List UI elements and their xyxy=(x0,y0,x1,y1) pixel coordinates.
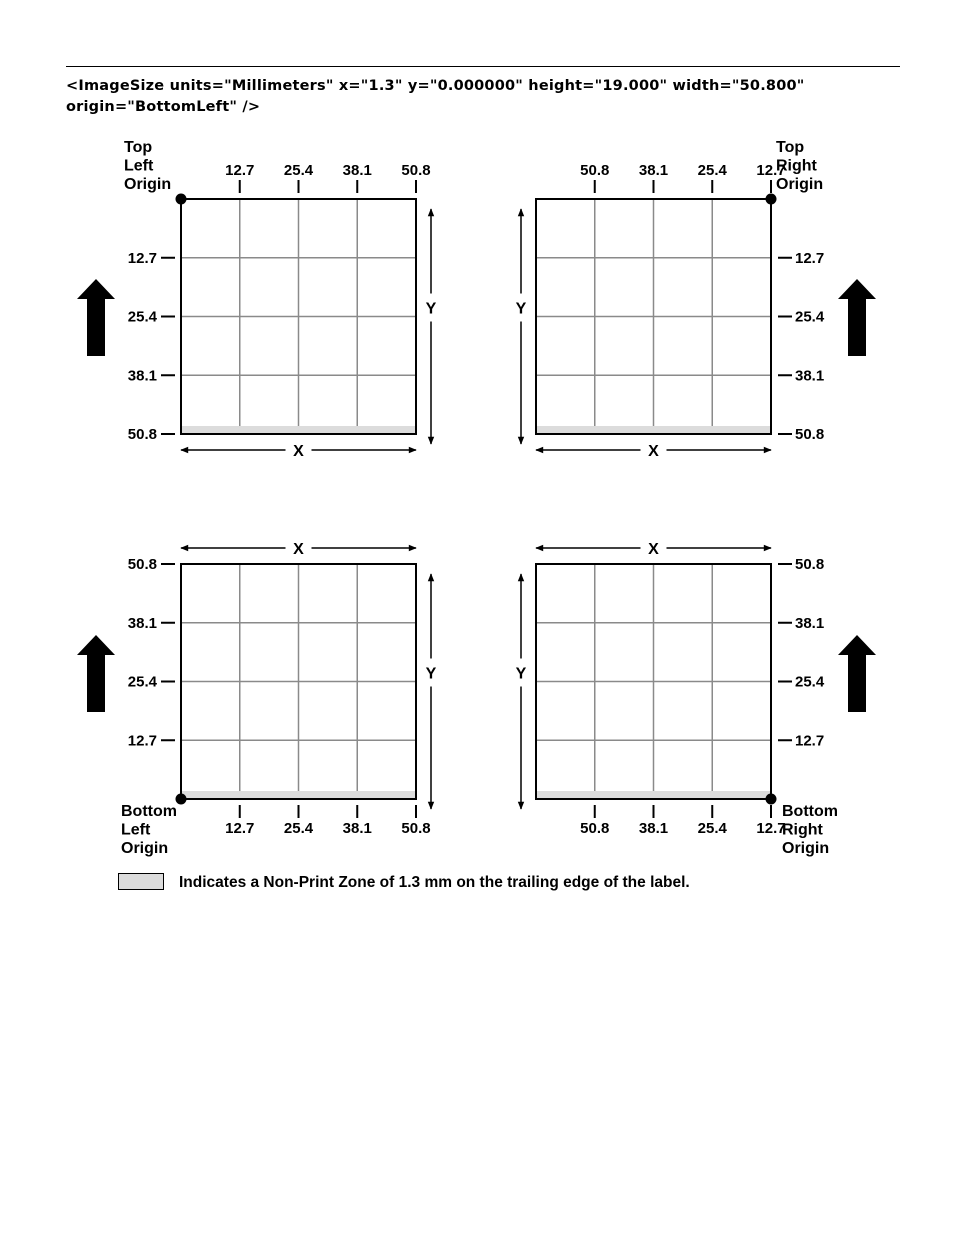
x-tick-label: 25.4 xyxy=(697,162,727,179)
y-tick-label: 38.1 xyxy=(795,367,825,385)
y-tick-label: 12.7 xyxy=(795,249,825,267)
panel-top-left xyxy=(77,139,437,460)
origin-label: Origin xyxy=(776,176,824,193)
origin-label: Origin xyxy=(782,840,830,857)
origin-label: Bottom xyxy=(782,803,838,820)
x-tick-label: 12.7 xyxy=(225,162,255,179)
x-tick-label: 12.7 xyxy=(756,820,786,837)
x-tick-label: 50.8 xyxy=(580,162,610,179)
code-line-1: <ImageSize units="Millimeters" x="1.3" y="0.000000" height="19.000" width="50.800" xyxy=(66,78,805,94)
x-tick-label: 50.8 xyxy=(401,820,431,837)
panel-bottom-left xyxy=(77,541,437,857)
y-tick-label: 12.7 xyxy=(795,732,825,750)
y-axis-label: Y xyxy=(425,665,437,683)
origin-label: Top xyxy=(776,139,805,156)
non-print-zone xyxy=(182,791,415,798)
origin-label: Right xyxy=(782,821,823,839)
x-axis-label: X xyxy=(648,443,659,460)
code-line-2: origin="BottomLeft" /> xyxy=(66,99,261,115)
origin-label: Left xyxy=(121,821,151,839)
x-tick-label: 25.4 xyxy=(283,162,314,179)
origin-dot xyxy=(766,794,777,805)
x-tick-label: 50.8 xyxy=(401,162,431,179)
x-tick-label: 38.1 xyxy=(342,820,372,837)
y-axis-label: Y xyxy=(425,300,437,318)
x-axis-label: X xyxy=(293,443,304,460)
x-axis-label: X xyxy=(648,541,659,558)
x-axis-label: X xyxy=(293,541,304,558)
non-print-zone xyxy=(182,426,415,433)
non-print-zone xyxy=(537,791,770,798)
x-tick-label: 38.1 xyxy=(638,162,669,179)
y-tick-label: 25.4 xyxy=(795,673,825,691)
origin-label: Top xyxy=(124,139,153,156)
y-tick-label: 50.8 xyxy=(127,556,157,573)
y-tick-label: 50.8 xyxy=(795,426,825,443)
y-tick-label: 38.1 xyxy=(127,367,157,385)
y-tick-label: 12.7 xyxy=(127,249,157,267)
feed-label: FEED xyxy=(88,308,106,350)
non-print-zone-swatch xyxy=(118,873,164,890)
x-tick-label: 25.4 xyxy=(283,820,314,837)
legend-text: Indicates a Non-Print Zone of 1.3 mm on the trailing edge of the label. xyxy=(179,874,690,891)
y-tick-label: 50.8 xyxy=(795,556,825,573)
feed-label: FEED xyxy=(849,664,867,706)
x-tick-label: 25.4 xyxy=(697,820,727,837)
y-axis-label: Y xyxy=(515,665,527,683)
non-print-zone xyxy=(537,426,770,433)
origin-dot xyxy=(766,194,777,205)
y-tick-label: 25.4 xyxy=(127,308,157,326)
x-tick-label: 38.1 xyxy=(342,162,372,179)
origin-dot xyxy=(176,794,187,805)
feed-label: FEED xyxy=(849,308,867,350)
feed-arrow-icon xyxy=(77,635,115,712)
origin-label: Right xyxy=(776,157,817,175)
y-tick-label: 50.8 xyxy=(127,426,157,443)
feed-arrow-icon xyxy=(838,279,876,356)
origin-label: Left xyxy=(124,157,154,175)
y-tick-label: 38.1 xyxy=(127,614,157,632)
y-axis-label: Y xyxy=(515,300,527,318)
x-tick-label: 50.8 xyxy=(580,820,610,837)
feed-label: FEED xyxy=(88,664,106,706)
origin-dot xyxy=(176,194,187,205)
feed-arrow-icon xyxy=(77,279,115,356)
y-tick-label: 38.1 xyxy=(795,614,825,632)
origin-label: Bottom xyxy=(121,803,177,820)
panel-top-right xyxy=(516,139,876,460)
y-tick-label: 25.4 xyxy=(127,673,157,691)
y-tick-label: 12.7 xyxy=(127,732,157,750)
y-tick-label: 25.4 xyxy=(795,308,825,326)
panel-bottom-right xyxy=(516,541,876,857)
x-tick-label: 12.7 xyxy=(225,820,255,837)
origin-label: Origin xyxy=(121,840,169,857)
x-tick-label: 12.7 xyxy=(756,162,786,179)
feed-arrow-icon xyxy=(838,635,876,712)
origin-label: Origin xyxy=(124,176,172,193)
x-tick-label: 38.1 xyxy=(638,820,669,837)
